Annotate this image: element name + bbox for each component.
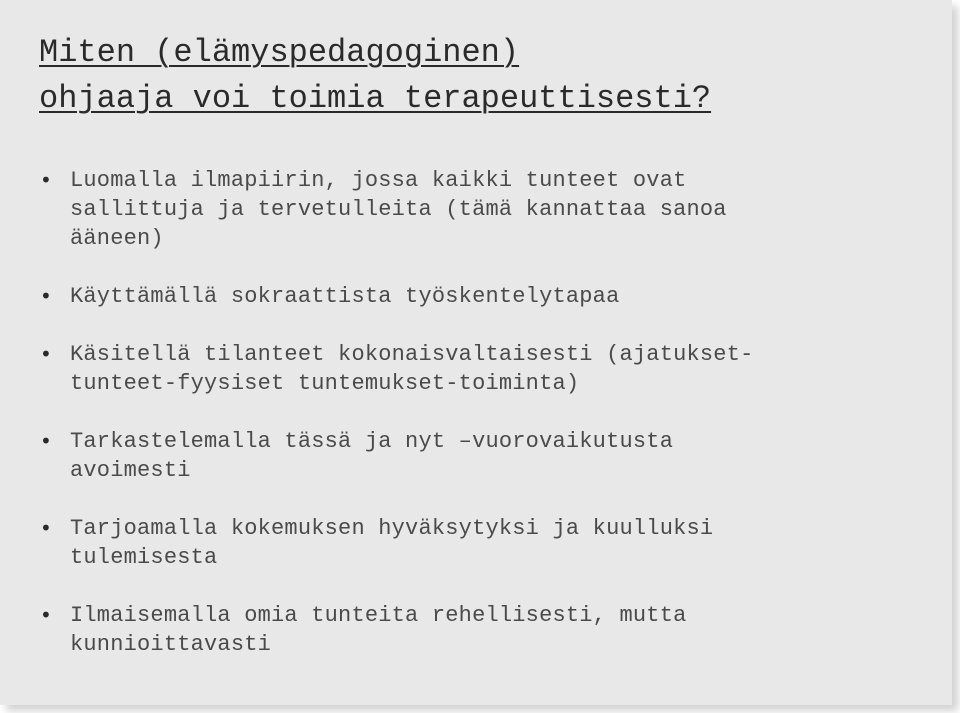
bullet-icon: • (40, 429, 52, 453)
bullet-list (40, 166, 900, 688)
bullet-item (40, 427, 900, 485)
bullet-icon: • (40, 168, 52, 192)
bullet-item (40, 282, 900, 311)
bullet-item (40, 166, 900, 253)
bullet-text: Käsitellä tilanteet kokonaisvaltaisesti (ajatukset- tunteet-fyysiset tuntemukset-toiminta) (70, 342, 754, 396)
bullet-item (40, 514, 900, 572)
bullet-text: Tarkastelemalla tässä ja nyt –vuorovaikutusta avoimesti (70, 429, 674, 483)
bullet-icon: • (40, 284, 52, 308)
slide-title-line: Miten (elämyspedagoginen) (39, 34, 520, 71)
bullet-item (40, 601, 900, 659)
bullet-icon: • (40, 603, 52, 627)
bullet-text: Luomalla ilmapiirin, jossa kaikki tunteet ovat sallittuja ja tervetulleita (tämä kannattaa sanoa ääneen) (70, 168, 727, 251)
bullet-icon: • (40, 342, 52, 366)
slide-title-line: ohjaaja voi toimia terapeuttisesti? (39, 80, 712, 117)
bullet-text: Ilmaisemalla omia tunteita rehellisesti, mutta kunnioittavasti (70, 603, 687, 657)
slide-title (39, 30, 919, 122)
bullet-item (40, 340, 900, 398)
bullet-text: Käyttämällä sokraattista työskentelytapaa (70, 284, 620, 309)
bullet-icon: • (40, 516, 52, 540)
bullet-text: Tarjoamalla kokemuksen hyväksytyksi ja kuulluksi tulemisesta (70, 516, 714, 570)
